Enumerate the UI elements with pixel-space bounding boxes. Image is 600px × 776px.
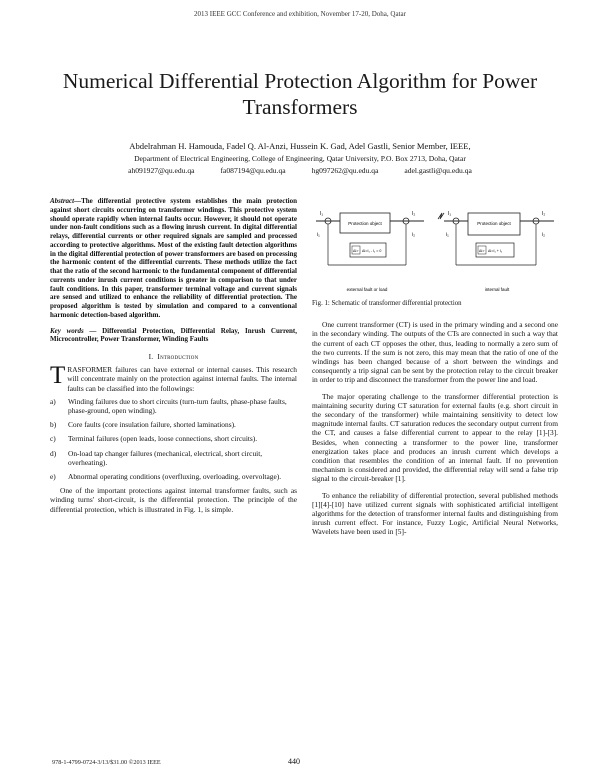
- list-marker: d): [50, 448, 57, 458]
- current-label: i₂: [542, 232, 546, 238]
- current-label: i₁: [317, 232, 320, 238]
- keywords: [50, 327, 297, 345]
- body-paragraph: One current transformer (CT) is used in the primary winding and a second one in the secondary winding. The outputs of the CTs are connected in such a way that the current of each CT opposes the other, thus, leading to normally a zero sum of the two currents. If the sum is not zero, this may mean that the ratio of one of the windings has been changed because of a short between the windings and consequently a trip signal can be sent by the protection relay to the circuit breaker in order to trip and disconnect the transformer from the power line and load.: [312, 320, 558, 385]
- author-emails: [30, 166, 570, 176]
- body-paragraph: The major operating challenge to the transformer differential protection is maintaining security during CT saturation for external faults (e.g. short circuit in the secondary of the transformer) while maintaining sensitivity to detect low magnitude internal faults. CT saturation reduces the secondary output current from the CT, and causes a false differential current to appear to the relay [1]-[3]. Besides, when connecting a transformer to the power line, transformer energization takes place and produces an inrush current which develops a condition that resembles the condition of an internal fault. If no prevention mechanism is considered and provided, the differential relay will send a false trip signal to the circuit-breaker [1].: [312, 391, 558, 484]
- current-label: i₁: [446, 232, 449, 238]
- list-item-text: Winding failures due to short circuits (turn-turn faults, phase-phase faults, phase-ground, open winding).: [68, 396, 287, 416]
- email[interactable]: fa087194@qu.edu.qa: [220, 166, 286, 175]
- list-marker: c): [50, 434, 56, 444]
- lightning-icon: [438, 213, 444, 219]
- figure-1: [312, 203, 558, 295]
- author-list: Abdelrahman H. Hamouda, Fadel Q. Al-Anzi, Hussein K. Gad, Adel Gastli, Senior Member, IEEE,: [129, 141, 471, 151]
- right-column: [312, 203, 558, 544]
- list-item: [50, 472, 297, 481]
- relay-equation: ΔI=I₁ + I₂: [488, 249, 503, 253]
- diagram-label: internal fault: [484, 287, 510, 292]
- list-marker: a): [50, 396, 56, 406]
- list-item-text: Abnormal operating conditions (overfluxing, overloading, overvoltage).: [68, 472, 282, 482]
- list-marker: b): [50, 420, 57, 430]
- protection-object-label: Protection object: [477, 221, 511, 226]
- body-paragraph: To enhance the reliability of differential protection, several published methods [1][4]-[10] have utilized current signals with sophisticated artificial intelligent algorithms for the detection of transformer internal faults and distinguishing from inrush current effect. For instance, Fuzzy Logic, Artificial Neural Networks, Wavelets have been used in [5]-: [312, 490, 558, 537]
- body-paragraph: One of the important protections against internal transformer faults, such as winding turns' short-circuit, is the differential protection. The principle of the differential protection, which is illustrated in Fig. 1, is simple.: [50, 486, 297, 514]
- section-number: I.: [148, 352, 154, 361]
- current-label: I₁: [448, 211, 452, 217]
- section-title: Introduction: [157, 352, 199, 361]
- abstract: [50, 197, 297, 320]
- abstract-label: Abstract: [50, 197, 75, 205]
- current-label: i₂: [412, 232, 416, 238]
- relay-equation: ΔI=I₁ - I₂ = 0: [362, 249, 382, 253]
- section-heading: [50, 352, 297, 361]
- keywords-text: — Differential Protection, Differential Relay, Inrush Current, Microcontroller, Power Transformer, Winding Faults: [50, 326, 298, 344]
- relay-symbol: ΔI>: [479, 249, 485, 253]
- list-item-text: Core faults (core insulation failure, shorted laminations).: [68, 420, 236, 430]
- list-item: [50, 449, 297, 467]
- left-column: [50, 197, 297, 514]
- list-item: [50, 397, 297, 415]
- current-label: I₂: [542, 211, 546, 217]
- list-item: [50, 420, 297, 429]
- list-item-text: Terminal failures (open leads, loose connections, short circuits).: [68, 434, 258, 444]
- paper-title: Numerical Differential Protection Algorithm for Power Transformers: [62, 69, 538, 119]
- page-number: 440: [288, 757, 300, 766]
- conference-header: 2013 IEEE GCC Conference and exhibition, November 17-20, Doha, Qatar: [194, 10, 406, 18]
- email[interactable]: ah091927@qu.edu.qa: [128, 166, 195, 175]
- figure-caption: Fig. 1: Schematic of transformer differential protection: [312, 300, 462, 307]
- differential-protection-schematic: [312, 203, 558, 295]
- external-fault-diagram: [316, 211, 424, 292]
- copyright-footer: 978-1-4799-0724-3/13/$31.00 ©2013 IEEE: [52, 759, 161, 766]
- relay-symbol: ΔI>: [353, 249, 359, 253]
- abstract-text: The differential protective system establishes the main protection against short circuits occurring on transformer windings. This protective system should operate rapidly when internal faults occur. However, it should not operate under non-fault conditions such as a flowing inrush current. In digital differential relays, differential currents or other required signals are sampled and processed according to protective algorithms. Most of the existing fault detection algorithms in the digital differential protection of power transformers are based on processing the harmonic content of the differential currents. These methods utilize the fact that the ratio of the second harmonic to the fundamental component of differential currents under inrush current conditions is greater in comparison to that under fault conditions. In this paper, transformer terminal voltage and current signals are sensed and utilized to enhance the reliability of differential protection. The proposed algorithm is tested by simulation and compared to a conventional harmonic detection-based algorithm.: [50, 197, 297, 319]
- keywords-label: Key words: [50, 326, 84, 335]
- list-item: [50, 434, 297, 443]
- diagram-label: external fault or load: [346, 287, 388, 292]
- intro-text: RASFORMER failures can have external or internal causes. This research will concentrate mainly on the protection against internal faults. The internal faults can be classified into the followings:: [67, 365, 297, 393]
- intro-paragraph: [50, 362, 297, 393]
- list-item-text: On-load tap changer failures (mechanical, electrical, short circuit, overheating).: [68, 448, 263, 467]
- drop-cap: T: [50, 362, 66, 390]
- email[interactable]: adel.gastli@qu.edu.qa: [404, 166, 472, 175]
- current-label: I₂: [412, 211, 416, 217]
- current-label: I₁: [320, 211, 324, 217]
- fault-list: [50, 397, 297, 481]
- email[interactable]: hg097262@qu.edu.qa: [311, 166, 379, 175]
- list-marker: e): [50, 472, 56, 482]
- internal-fault-diagram: [438, 211, 554, 292]
- protection-object-label: Protection object: [348, 221, 382, 226]
- affiliation: Department of Electrical Engineering, College of Engineering, Qatar University, P.O. Box 2713, Doha, Qatar: [134, 154, 466, 163]
- abstract-dash: —: [74, 197, 82, 205]
